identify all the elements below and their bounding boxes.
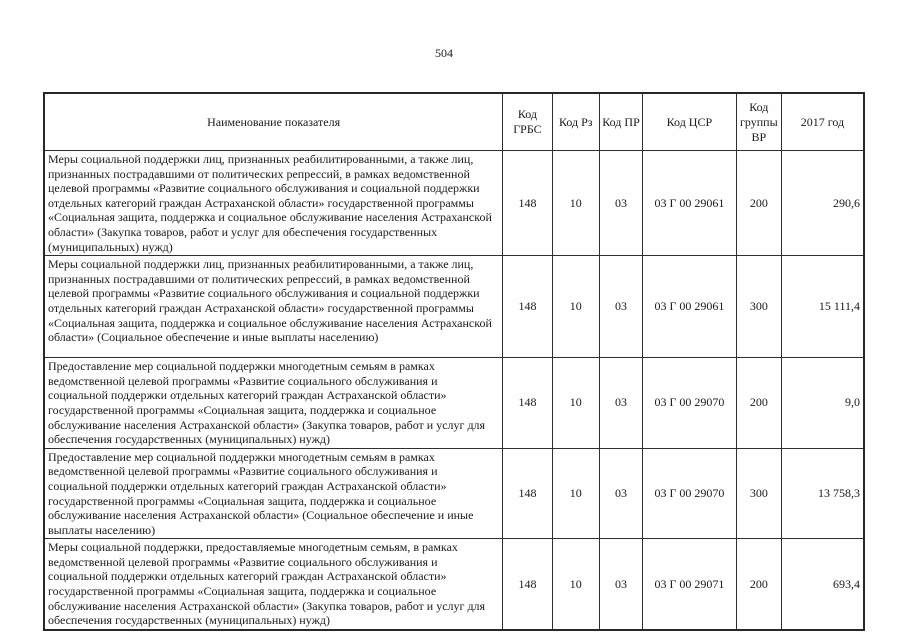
indicator-name-cell: Предоставление мер социальной поддержки многодетным семьям в рамках ведомственной целевой программы «Развитие социального обслуживания и социальной поддержки отдельных категорий граждан Астраханской области» государственной программы «Социальная защита, поддержка и социальное обслуживание населения Астраханской области» (Закупка товаров, работ и услуг для обеспечения государственных (муниципальных) нужд) — [44, 358, 503, 449]
amount-2017-cell: 13 758,3 — [781, 448, 864, 539]
indicator-name-cell: Меры социальной поддержки лиц, признанных реабилитированными, а также лиц, признанных пострадавшими от политических репрессий, в рамках ведомственной целевой программы «Развитие социального обслуживания и социальной поддержки отдельных категорий граждан Астраханской области» государственной программы «Социальная защита, поддержка и социальное обслуживание населения Астраханской области» (Социальное обеспечение и иные выплаты населению) — [44, 256, 503, 358]
column-header-year-2017: 2017 год — [781, 93, 864, 151]
indicator-name-cell: Меры социальной поддержки, предоставляемые многодетным семьям, в рамках ведомственной целевой программы «Развитие социального обслуживания и социальной поддержки отдельных категорий граждан Астраханской области» государственной программы «Социальная защита, поддержка и социальное обслуживание населения Астраханской области» (Закупка товаров, работ и услуг для обеспечения государственных (муниципальных) нужд) — [44, 539, 503, 630]
grbs-code-cell: 148 — [503, 448, 552, 539]
pr-code-cell: 03 — [599, 358, 642, 449]
indicator-name-cell: Предоставление мер социальной поддержки многодетным семьям в рамках ведомственной целевой программы «Развитие социального обслуживания и социальной поддержки отдельных категорий граждан Астраханской области» государственной программы «Социальная защита, поддержка и социальное обслуживание населения Астраханской области» (Социальное обеспечение и иные выплаты населению) — [44, 448, 503, 539]
column-header-csr-code: Код ЦСР — [643, 93, 737, 151]
table-row — [44, 448, 864, 539]
rz-code-cell: 10 — [552, 448, 599, 539]
table-row — [44, 151, 864, 256]
csr-code-cell: 03 Г 00 29070 — [643, 358, 737, 449]
grbs-code-cell: 148 — [503, 539, 552, 630]
pr-code-cell: 03 — [599, 539, 642, 630]
csr-code-cell: 03 Г 00 29061 — [643, 256, 737, 358]
grbs-code-cell: 148 — [503, 256, 552, 358]
vr-group-code-cell: 200 — [736, 358, 781, 449]
grbs-code-cell: 148 — [503, 151, 552, 256]
column-header-indicator-name: Наименование показателя — [44, 93, 503, 151]
rz-code-cell: 10 — [552, 358, 599, 449]
indicator-name-cell: Меры социальной поддержки лиц, признанных реабилитированными, а также лиц, признанных пострадавшими от политических репрессий, в рамках ведомственной целевой программы «Развитие социального обслуживания и социальной поддержки отдельных категорий граждан Астраханской области» государственной программы «Социальная защита, поддержка и социальное обслуживание населения Астраханской области» (Закупка товаров, работ и услуг для обеспечения государственных (муниципальных) нужд) — [44, 151, 503, 256]
page-number: 504 — [435, 46, 453, 60]
table-row — [44, 539, 864, 630]
column-header-grbs-code: Код ГРБС — [503, 93, 552, 151]
rz-code-cell: 10 — [552, 151, 599, 256]
budget-allocations-table — [43, 92, 865, 631]
vr-group-code-cell: 300 — [736, 256, 781, 358]
rz-code-cell: 10 — [552, 256, 599, 358]
column-header-rz-code: Код Рз — [552, 93, 599, 151]
csr-code-cell: 03 Г 00 29070 — [643, 448, 737, 539]
table-row — [44, 358, 864, 449]
amount-2017-cell: 15 111,4 — [781, 256, 864, 358]
vr-group-code-cell: 300 — [736, 448, 781, 539]
column-header-pr-code: Код ПР — [599, 93, 642, 151]
csr-code-cell: 03 Г 00 29071 — [643, 539, 737, 630]
vr-group-code-cell: 200 — [736, 539, 781, 630]
amount-2017-cell: 9,0 — [781, 358, 864, 449]
pr-code-cell: 03 — [599, 448, 642, 539]
amount-2017-cell: 290,6 — [781, 151, 864, 256]
pr-code-cell: 03 — [599, 151, 642, 256]
table-row — [44, 256, 864, 358]
vr-group-code-cell: 200 — [736, 151, 781, 256]
csr-code-cell: 03 Г 00 29061 — [643, 151, 737, 256]
column-header-vr-group-code: Код группы ВР — [736, 93, 781, 151]
table-header-row — [44, 93, 864, 151]
amount-2017-cell: 693,4 — [781, 539, 864, 630]
pr-code-cell: 03 — [599, 256, 642, 358]
grbs-code-cell: 148 — [503, 358, 552, 449]
rz-code-cell: 10 — [552, 539, 599, 630]
